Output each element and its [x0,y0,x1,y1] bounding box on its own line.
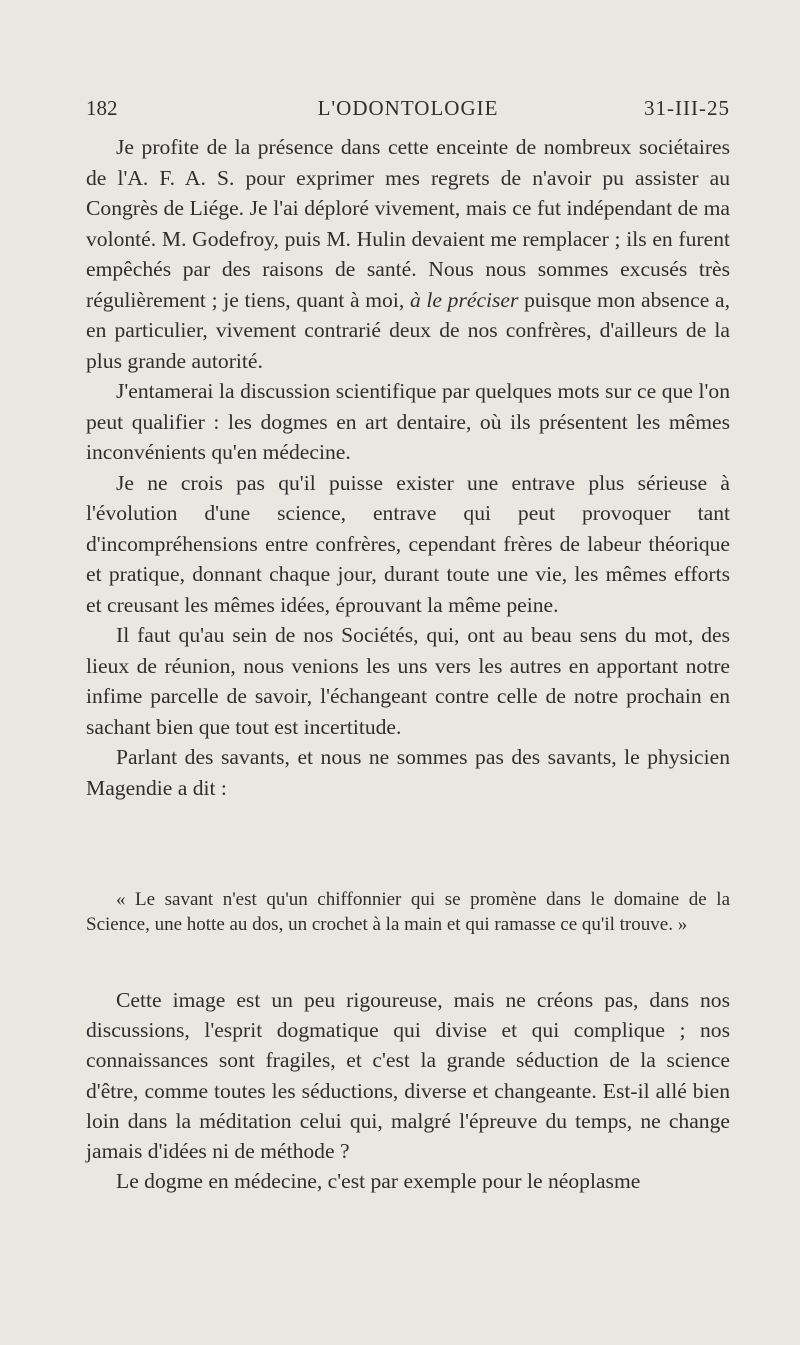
paragraph-3: Je ne crois pas qu'il puisse exister une entrave plus sérieuse à l'évolution d'une science, entrave qui peut provoquer tant d'incompréhensions entre confrères, cependant frères de labeur théorique et pratique, donnant chaque jour, durant toute une vie, les mêmes efforts et creusant les mêmes idées, éprouvant la même peine. [86,470,730,617]
issue-date: 31-III-25 [644,96,730,120]
italic-phrase: à le préciser [409,287,519,312]
paragraph-1 [86,132,730,376]
main-text [86,132,730,803]
page-number: 182 [86,96,118,120]
paragraph-2: J'entamerai la discussion scientifique par quelques mots sur ce que l'on peut qualifier : les dogmes en art dentaire, où ils présentent les mêmes inconvénients qu'en médecine. [86,379,730,464]
running-header [86,96,730,126]
paragraph-6: Cette image est un peu rigoureuse, mais ne créons pas, dans nos discussions, l'esprit dogmatique qui divise et qui complique ; nos connaissances sont fragiles, et c'est la grande séduction de la science d'être, comme toutes les séductions, diverse et changeante. Est-il allé bien loin dans la méditation celui qui, malgré l'épreuve du temps, ne change jamais d'idées ni de méthode ? [86,988,730,1164]
paragraph-7: Le dogme en médecine, c'est par exemple pour le néoplasme [116,1169,641,1194]
quote-text: « Le savant n'est qu'un chiffonnier qui se promène dans le domaine de la Science, une hotte au dos, un crochet à la main et qui ramasse ce qu'il trouve. » [86,889,730,935]
running-title: L'ODONTOLOGIE [317,96,499,120]
paragraph-5: Parlant des savants, et nous ne sommes pas des savants, le physicien Magendie a dit : [86,745,730,800]
block-quote [86,887,730,937]
paragraph-1-text: Je profite de la présence dans cette enceinte de nombreux sociétaires de l'A. F. A. S. pour exprimer mes regrets de n'avoir pu assister au Congrès de Liége. Je l'ai déploré vivement, mais ce fut indépendant de ma volonté. M. Godefroy, puis M. Hulin devaient me remplacer ; ils en furent empêchés par des raisons de santé. Nous nous sommes excusés très régulièrement ; je tiens, quant à moi, [86,135,730,312]
paragraph-4: Il faut qu'au sein de nos Sociétés, qui, ont au beau sens du mot, des lieux de réunion, nous venions les uns vers les autres en apportant notre infime parcelle de savoir, l'échangeant contre celle de notre prochain en sachant bien que tout est incertitude. [86,623,730,739]
main-text-continued [86,985,730,1196]
paragraph-1-text-end: puisque mon absence a, en particulier, vivement contrarié deux de nos confrères, d'ailleurs de la plus grande autorité. [86,287,731,373]
